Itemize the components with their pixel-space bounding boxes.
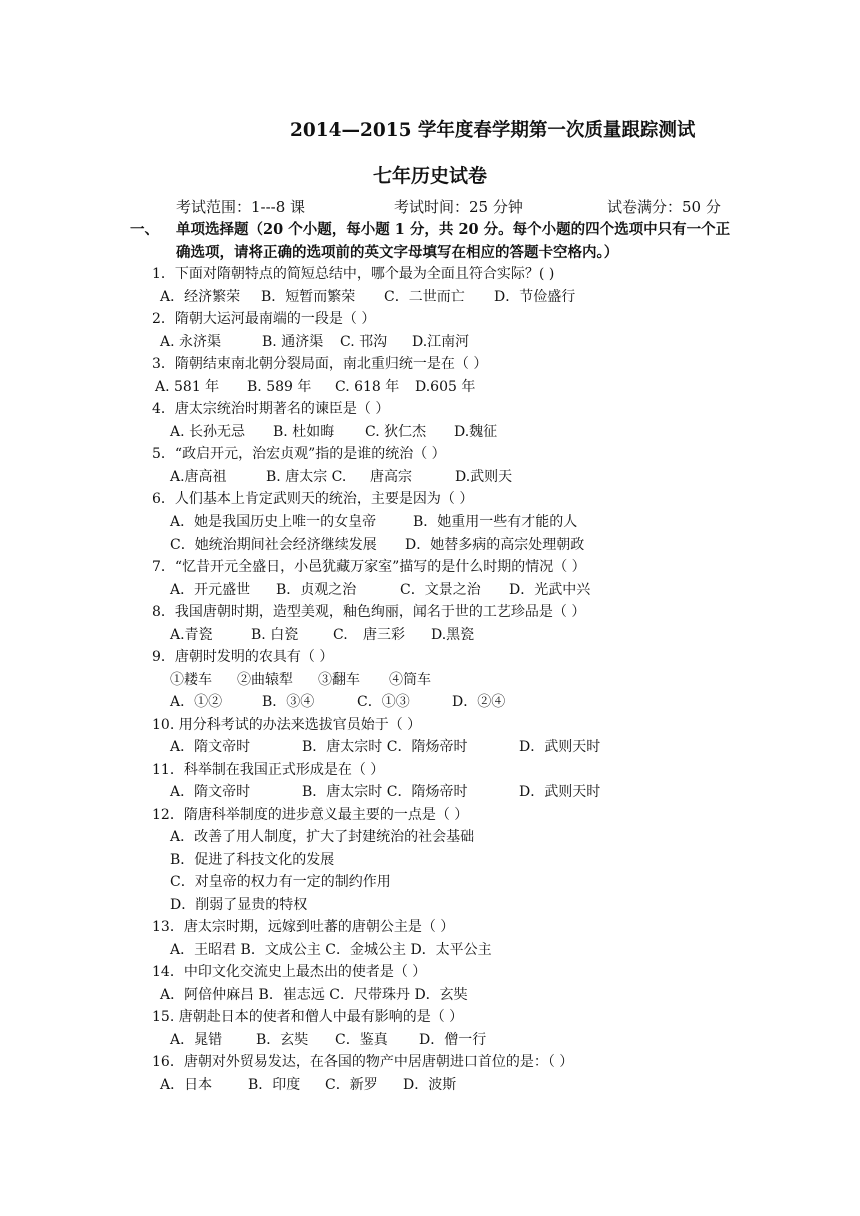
q11-option-d: D．武则天时 [519, 784, 601, 800]
exam-score: 试卷满分：50 分 [607, 198, 721, 216]
q9-option-c: C．①③ [357, 694, 410, 710]
q7-option-a: A．开元盛世 [170, 582, 251, 598]
question-5-stem: 5．“政启开元，治宏贞观”指的是谁的统治（ ） [152, 446, 446, 462]
q2-option-a: A. 永济渠 [160, 334, 222, 350]
q9-option-b: B．③④ [262, 694, 315, 710]
q10-option-a: A．隋文帝时 [170, 739, 251, 755]
q16-option-d: D．波斯 [403, 1077, 457, 1093]
q9-option-a: A．①② [170, 694, 223, 710]
q10-option-b-c: B．唐太宗时 C．隋炀帝时 [302, 739, 468, 755]
q7-option-c: C．文景之治 [400, 582, 481, 598]
q6-option-c: C．她统治期间社会经济继续发展 [170, 537, 377, 553]
q5-option-a: A.唐高祖 [170, 469, 227, 485]
q6-option-b: B．她重用一些有才能的人 [413, 514, 578, 530]
q8-option-a: A.青瓷 [170, 627, 213, 643]
exam-time: 考试时间：25 分钟 [394, 198, 523, 216]
q6-option-a: A．她是我国历史上唯一的女皇帝 [170, 514, 377, 530]
q9-item-1: ①耧车 [170, 672, 212, 688]
q8-option-c: C. [333, 627, 348, 643]
q12-option-a: A．改善了用人制度，扩大了封建统治的社会基础 [170, 829, 475, 845]
q9-item-2: ②曲辕犁 [237, 672, 293, 688]
q1-option-a: A．经济繁荣 [160, 289, 241, 305]
q3-option-d: D.605 年 [415, 379, 476, 395]
q14-options: A．阿倍仲麻吕 B．崔志远 C．尺带珠丹 D．玄奘 [160, 987, 468, 1003]
q6-option-d: D．她替多病的高宗处理朝政 [405, 537, 585, 553]
q5-option-b: B. 唐太宗 C. [266, 469, 347, 485]
question-14-stem: 14．中印文化交流史上最杰出的使者是（ ） [152, 964, 427, 980]
q5-option-d: D.武则天 [455, 469, 513, 485]
q4-option-b: B. 杜如晦 [273, 424, 335, 440]
question-1-stem: 1．下面对隋朝特点的简短总结中，哪个最为全面且符合实际？( ) [152, 266, 555, 282]
q13-options: A．王昭君 B．文成公主 C．金城公主 D．太平公主 [170, 942, 492, 958]
question-8-stem: 8．我国唐朝时期，造型美观，釉色绚丽，闻名于世的工艺珍品是（ ） [152, 604, 586, 620]
q2-option-b: B. 通济渠 [262, 334, 324, 350]
q8-option-b: B. 白瓷 [251, 627, 299, 643]
exam-scope: 考试范围：1---8 课 [176, 198, 306, 216]
question-11-stem: 11．科举制在我国正式形成是在（ ） [152, 762, 385, 778]
q15-option-a: A．晁错 [170, 1032, 223, 1048]
question-6-stem: 6．人们基本上肯定武则天的统治，主要是因为（ ） [152, 491, 474, 507]
q4-option-d: D.魏征 [454, 424, 498, 440]
q16-option-a: A．日本 [160, 1077, 213, 1093]
q9-item-4: ④筒车 [389, 672, 431, 688]
question-4-stem: 4．唐太宗统治时期著名的谏臣是（ ） [152, 401, 390, 417]
question-15-stem: 15. 唐朝赴日本的使者和僧人中最有影响的是（ ） [152, 1009, 464, 1025]
q8-option-d: D.黑瓷 [431, 627, 475, 643]
q2-option-c: C. 邗沟 [340, 334, 388, 350]
q12-option-c: C．对皇帝的权力有一定的制约作用 [170, 874, 391, 890]
q10-option-d: D．武则天时 [519, 739, 601, 755]
q1-option-d: D．节俭盛行 [494, 289, 576, 305]
question-2-stem: 2．隋朝大运河最南端的一段是（ ） [152, 311, 376, 327]
q15-option-d: D．僧一行 [419, 1032, 487, 1048]
question-7-stem: 7．“忆昔开元全盛日，小邑犹藏万家室”描写的是什么时期的情况（ ） [152, 559, 586, 575]
q1-option-b: B．短暂而繁荣 [261, 289, 356, 305]
q12-option-b: B．促进了科技文化的发展 [170, 852, 335, 868]
q3-option-b: B. 589 年 [247, 379, 312, 395]
q9-option-d: D．②④ [452, 694, 506, 710]
question-9-stem: 9．唐朝时发明的农具有（ ） [152, 649, 334, 665]
exam-title: 2014—2015 学年度春学期第一次质量跟踪测试 [290, 120, 696, 141]
q7-option-b: B．贞观之治 [276, 582, 357, 598]
q12-option-d: D．削弱了显贵的特权 [170, 897, 308, 913]
section-heading-line1: 单项选择题（20 个小题，每小题 1 分，共 20 分。每个小题的四个选项中只有一个正 [176, 221, 731, 238]
question-16-stem: 16．唐朝对外贸易发达，在各国的物产中居唐朝进口首位的是：（ ） [152, 1054, 574, 1070]
section-number: 一、 [130, 221, 159, 238]
q2-option-d: D.江南河 [412, 334, 470, 350]
q15-option-c: C．鉴真 [335, 1032, 388, 1048]
question-13-stem: 13．唐太宗时期，远嫁到吐蕃的唐朝公主是（ ） [152, 919, 455, 935]
question-12-stem: 12．隋唐科举制度的进步意义最主要的一点是（ ） [152, 807, 469, 823]
section-heading-line2: 确选项，请将正确的选项前的英文字母填写在相应的答题卡空格内。） [176, 244, 619, 261]
q5-option-c: 唐高宗 [370, 469, 412, 485]
q4-option-c: C. 狄仁杰 [365, 424, 427, 440]
q3-option-a: A. 581 年 [155, 379, 220, 395]
q16-option-c: C．新罗 [325, 1077, 378, 1093]
question-3-stem: 3．隋朝结束南北朝分裂局面，南北重归统一是在（ ） [152, 356, 488, 372]
q16-option-b: B．印度 [248, 1077, 301, 1093]
question-10-stem: 10. 用分科考试的办法来选拔官员始于（ ） [152, 717, 422, 733]
q4-option-a: A. 长孙无忌 [170, 424, 246, 440]
q9-item-3: ③翻车 [318, 672, 360, 688]
q8-option-c-text: 唐三彩 [363, 627, 405, 643]
q3-option-c: C. 618 年 [335, 379, 400, 395]
q11-option-a: A．隋文帝时 [170, 784, 251, 800]
q7-option-d: D．光武中兴 [509, 582, 591, 598]
q1-option-c: C．二世而亡 [384, 289, 465, 305]
exam-subtitle: 七年历史试卷 [372, 165, 487, 187]
q15-option-b: B．玄奘 [256, 1032, 309, 1048]
q11-option-b-c: B．唐太宗时 C．隋炀帝时 [302, 784, 468, 800]
